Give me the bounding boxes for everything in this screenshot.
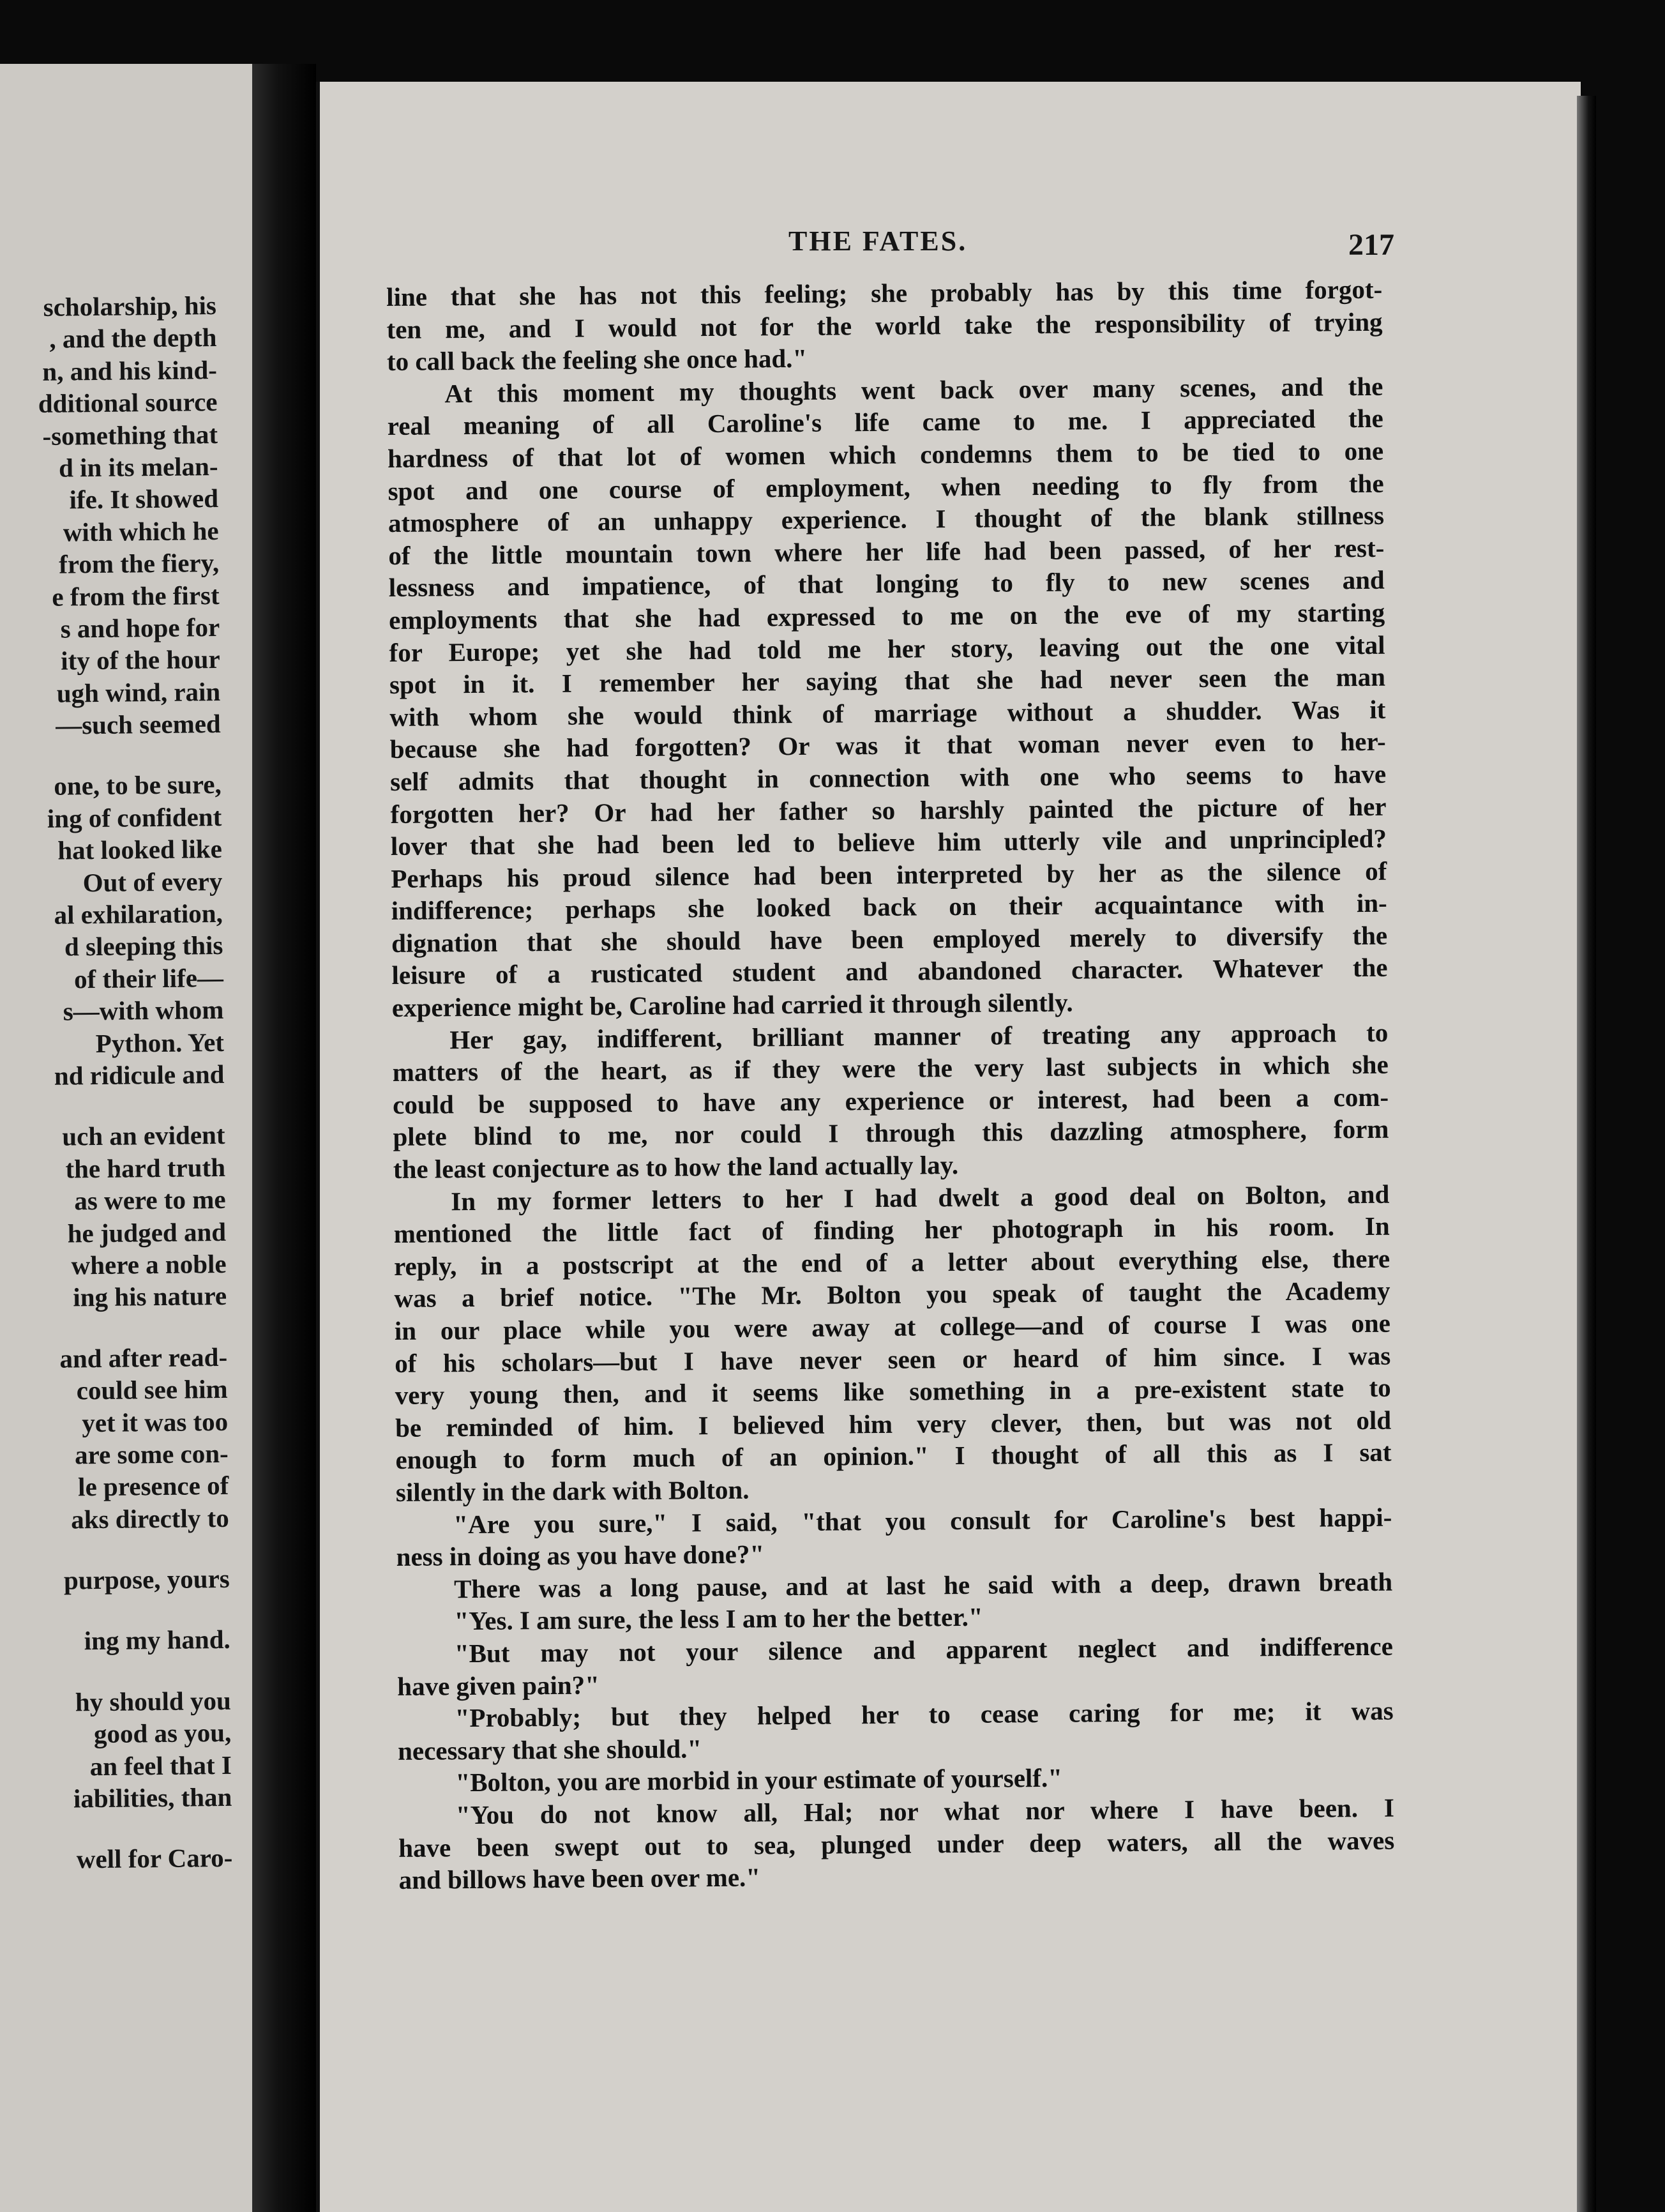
text-line: Perhaps his proud silence had been interpreted by her as the silence of: [391, 856, 1387, 893]
text-line: "Are you sure," I said, "that you consult for Caroline's best happi-: [453, 1502, 1392, 1539]
left-line: ing his nature: [73, 1281, 227, 1312]
left-line: —such seemed: [56, 709, 222, 740]
left-line: one, to be sure,: [54, 769, 222, 801]
left-line: well for Caro-: [77, 1843, 233, 1874]
left-paragraph-gap: [48, 1312, 227, 1343]
left-line: hat looked like: [57, 834, 223, 865]
text-line: "But may not your silence and apparent neglect and indifference: [454, 1631, 1394, 1669]
left-line: the hard truth: [65, 1152, 226, 1184]
text-line: mentioned the little fact of finding her photograph in his room. In: [393, 1211, 1390, 1249]
text-line: with whom she would think of marriage without a shudder. Was it: [389, 694, 1386, 732]
text-line: plete blind to me, nor could I through this dazzling atmosphere, form: [393, 1114, 1389, 1152]
left-line: ugh wind, rain: [57, 676, 221, 708]
text-line: in our place while you were away at college—and of course I was one: [394, 1308, 1391, 1345]
text-line: be reminded of him. I believed him very clever, then, but was not old: [395, 1405, 1392, 1443]
running-head: THE FATES.: [788, 225, 968, 257]
left-line: uch an evident: [62, 1120, 226, 1151]
left-line: Python. Yet: [95, 1027, 225, 1058]
text-line: line that she has not this feeling; she probably has by this time forgot-: [386, 274, 1383, 312]
left-line: ity of the hour: [61, 644, 221, 676]
text-line: could be supposed to have any experience or interest, had been a com-: [392, 1082, 1389, 1119]
left-line: ing of confident: [47, 801, 222, 833]
text-line: to call back the feeling she once had.": [386, 344, 808, 377]
text-line: for Europe; yet she had told me her story, leaving out the one vital: [389, 630, 1385, 667]
text-line: ten me, and I would not for the world take the responsibility of trying: [386, 307, 1383, 344]
text-line: lessness and impatience, of that longing to fly to new scenes and: [388, 565, 1385, 603]
facing-page-text: [37, 289, 233, 1876]
text-line: of the little mountain town where her life had been passed, of her rest-: [388, 533, 1385, 570]
text-line: have given pain?": [397, 1669, 600, 1701]
text-line: ness in doing as you have done?": [396, 1539, 765, 1572]
text-line: the least conjecture as to how the land actually lay.: [393, 1150, 959, 1184]
text-line: "Bolton, you are morbid in your estimate of yourself.": [455, 1763, 1063, 1798]
left-line: are some con-: [75, 1438, 229, 1470]
text-line: matters of the heart, as if they were the very last subjects in which she: [392, 1049, 1389, 1087]
left-line: and after read-: [59, 1342, 228, 1374]
left-line: s—with whom: [63, 995, 225, 1026]
left-line: e from the first: [52, 580, 220, 612]
text-line: At this moment my thoughts went back over many scenes, and the: [444, 371, 1383, 409]
left-line: scholarship, his: [43, 290, 217, 322]
text-line: "Yes. I am sure, the less I am to her the better.": [454, 1602, 983, 1636]
left-line: al exhilaration,: [54, 898, 223, 930]
left-paragraph-gap: [50, 1534, 230, 1564]
left-line: ing my hand.: [84, 1625, 231, 1656]
text-line: reply, in a postscript at the end of a letter about everything else, there: [393, 1243, 1390, 1281]
left-line: could see him: [76, 1374, 229, 1405]
left-line: purpose, yours: [64, 1563, 230, 1595]
text-line: "You do not know all, Hal; nor what nor where I have been. I: [455, 1792, 1395, 1830]
text-line: was a brief notice. "The Mr. Bolton you speak of taught the Academy: [394, 1276, 1390, 1314]
text-line: Her gay, indifferent, brilliant manner of treating any approach to: [449, 1017, 1389, 1054]
text-line: employments that she had expressed to me on the eve of my starting: [388, 597, 1385, 635]
left-line: an feel that I: [89, 1750, 232, 1781]
text-line: hardness of that lot of women which condemns them to be tied to one: [388, 436, 1384, 473]
left-line: as were to me: [74, 1185, 227, 1216]
text-line: of his scholars—but I have never seen or heard of him since. I was: [395, 1340, 1391, 1378]
text-line: In my former letters to her I had dwelt a good deal on Bolton, and: [451, 1179, 1390, 1216]
text-line: "Probably; but they helped her to cease caring for me; it was: [455, 1695, 1394, 1733]
left-line: -something that: [42, 419, 218, 451]
left-line: dditional source: [38, 387, 218, 419]
text-line: because she had forgotten? Or was it that woman never even to her-: [389, 727, 1386, 764]
left-line: nd ridicule and: [54, 1059, 225, 1091]
left-line: aks directly to: [71, 1503, 230, 1534]
text-line: experience might be, Caroline had carried it through silently.: [391, 987, 1073, 1023]
facing-page-left: [0, 64, 252, 2212]
page-body-text: [386, 273, 1395, 1897]
left-line: ife. It showed: [69, 483, 219, 515]
left-line: iabilities, than: [73, 1782, 232, 1814]
left-line: , and the depth: [49, 322, 218, 354]
text-line: spot and one course of employment, when needing to fly from the: [388, 468, 1384, 506]
text-line: lover that she had been led to believe him utterly vile and unprincipled?: [390, 823, 1387, 861]
left-line: d in its melan-: [59, 451, 219, 483]
left-paragraph-gap: [51, 1595, 230, 1625]
left-paragraph-gap: [46, 1090, 225, 1121]
left-line: d sleeping this: [64, 930, 223, 962]
text-line: have been swept out to sea, plunged under deep waters, all the waves: [398, 1825, 1395, 1863]
book-gutter: [252, 64, 316, 2212]
text-line: very young then, and it seems like something in a pre-existent state to: [395, 1372, 1391, 1411]
text-line: self admits that thought in connection with one who seems to have: [389, 759, 1387, 796]
text-line: forgotten her? Or had her father so harshly painted the picture of her: [390, 791, 1387, 829]
page-number: 217: [1348, 228, 1394, 262]
text-line: dignation that she should have been employed merely to diversify the: [391, 920, 1388, 958]
text-line: leisure of a rusticated student and abandoned character. Whatever the: [391, 953, 1388, 990]
left-line: s and hope for: [60, 612, 220, 644]
left-line: good as you,: [94, 1718, 232, 1749]
text-line: silently in the dark with Bolton.: [395, 1474, 750, 1507]
text-line: and billows have been over me.": [398, 1862, 761, 1895]
text-line: spot in it. I remember her saying that she had never seen the man: [389, 662, 1386, 700]
left-line: yet it was too: [82, 1406, 229, 1437]
left-line: le presence of: [78, 1471, 229, 1502]
text-line: atmosphere of an unhappy experience. I thought of the blank stillness: [388, 500, 1385, 538]
left-line: where a noble: [71, 1248, 227, 1280]
left-line: from the fiery,: [59, 548, 220, 579]
left-line: hy should you: [75, 1685, 232, 1717]
page-edge-shadow: [1577, 96, 1596, 2212]
left-line: n, and his kind-: [42, 354, 218, 386]
left-paragraph-gap: [52, 1656, 231, 1686]
text-line: There was a long pause, and at last he said with a deep, drawn breath: [453, 1566, 1393, 1603]
left-paragraph-gap: [42, 739, 222, 770]
text-line: necessary that she should.": [397, 1733, 702, 1766]
text-line: indifference; perhaps she looked back on their acquaintance with in-: [391, 888, 1387, 926]
left-line: with which he: [63, 515, 220, 547]
left-line: of their life—: [74, 962, 224, 994]
text-line: enough to form much of an opinion." I thought of all this as I sat: [395, 1437, 1392, 1475]
left-line: he judged and: [67, 1216, 227, 1248]
left-paragraph-gap: [53, 1813, 232, 1844]
left-line: Out of every: [82, 866, 223, 897]
text-line: real meaning of all Caroline's life came to me. I appreciated the: [387, 404, 1383, 441]
